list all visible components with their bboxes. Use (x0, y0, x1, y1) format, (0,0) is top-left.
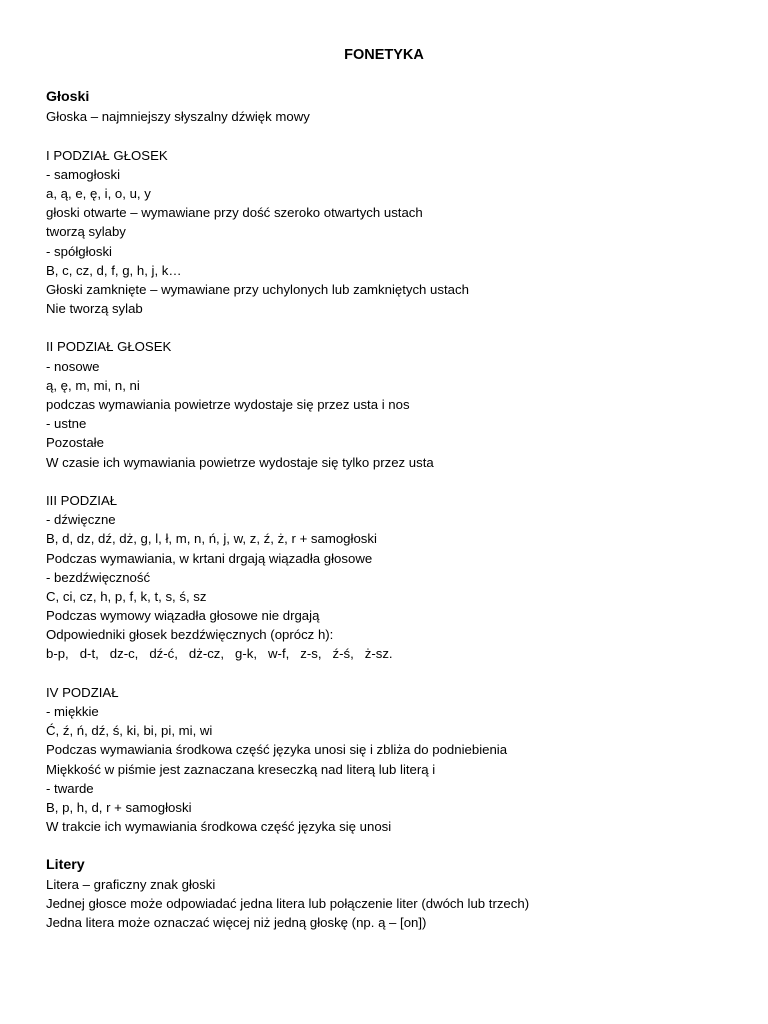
text-line: B, d, dz, dź, dż, g, l, ł, m, n, ń, j, w, z, ź, ż, r + samogłoski (46, 531, 377, 547)
text-line: - bezdźwięczność (46, 569, 151, 585)
text-line: C, ci, cz, h, p, f, k, t, s, ś, sz (46, 588, 207, 604)
text-line: Jednej głosce może odpowiadać jedna litera lub połączenie liter (dwóch lub trzech) (46, 895, 530, 911)
text-line: ą, ę, m, mi, n, ni (46, 377, 140, 393)
text-line: - miękkie (46, 704, 99, 719)
text-line: Pozostałe (46, 435, 104, 451)
text-line: Miękkość w piśmie jest zaznaczana kreseczką nad literą lub literą i (46, 761, 436, 777)
text-line: Litera – graficzny znak głoski (46, 876, 216, 892)
section-heading-podzial-2: II PODZIAŁ GŁOSEK (46, 339, 172, 355)
text-line: W czasie ich wymawiania powietrze wydostaje się tylko przez usta (46, 454, 434, 470)
text-line: W trakcie ich wymawiania środkowa część języka się unosi (46, 819, 392, 835)
consonant-pairs-line: b-p, d-t, dz-c, dź-ć, dż-cz, g-k, w-f, z-s, ź-ś, ż-sz. (46, 646, 393, 662)
text-line: - spółgłoski (46, 243, 112, 259)
text-line: - nosowe (46, 358, 100, 374)
document-body (46, 88, 746, 932)
section-heading-podzial-1: I PODZIAŁ GŁOSEK (46, 147, 168, 163)
section-heading-gloski: Głoski (46, 89, 90, 105)
section-heading-podzial-3: III PODZIAŁ (46, 492, 118, 508)
spacer (46, 126, 746, 145)
text-line: - ustne (46, 416, 87, 432)
text-line: Nie tworzą sylab (46, 301, 143, 317)
text-line: Podczas wymawiania środkowa część języka unosi się i zbliża do podniebienia (46, 742, 508, 758)
spacer (46, 836, 746, 855)
text-line: Podczas wymawiania, w krtani drgają wiązadła głosowe (46, 550, 373, 566)
text-line: Podczas wymowy wiązadła głosowe nie drgają (46, 608, 320, 624)
text-line: B, c, cz, d, f, g, h, j, k… (46, 262, 182, 278)
text-line: a, ą, e, ę, i, o, u, y (46, 185, 151, 201)
text-line: głoski otwarte – wymawiane przy dość szeroko otwartych ustach (46, 205, 423, 221)
text-line: Jedna litera może oznaczać więcej niż jedną głoskę (np. ą – [on]) (46, 915, 427, 931)
spacer (46, 318, 746, 337)
section-heading-litery: Litery (46, 856, 85, 873)
gloska-definition: Głoska – najmniejszy słyszalny dźwięk mowy (46, 109, 310, 125)
spacer (46, 664, 746, 683)
text-line: tworzą sylaby (46, 224, 126, 240)
text-line: Głoski zamknięte – wymawiane przy uchylonych lub zamkniętych ustach (46, 281, 469, 297)
section-heading-podzial-4: IV PODZIAŁ (46, 684, 119, 700)
text-line: Ć, ź, ń, dź, ś, ki, bi, pi, mi, wi (46, 723, 213, 739)
text-line: Odpowiedniki głosek bezdźwięcznych (oprócz h): (46, 627, 334, 643)
text-line: - twarde (46, 780, 94, 796)
text-line: - dźwięczne (46, 512, 116, 528)
document-title: FONETYKA (344, 47, 424, 63)
text-line: - samogłoski (46, 166, 121, 182)
text-line: B, p, h, d, r + samogłoski (46, 799, 192, 815)
spacer (46, 472, 746, 491)
text-line: podczas wymawiania powietrze wydostaje się przez usta i nos (46, 397, 410, 412)
